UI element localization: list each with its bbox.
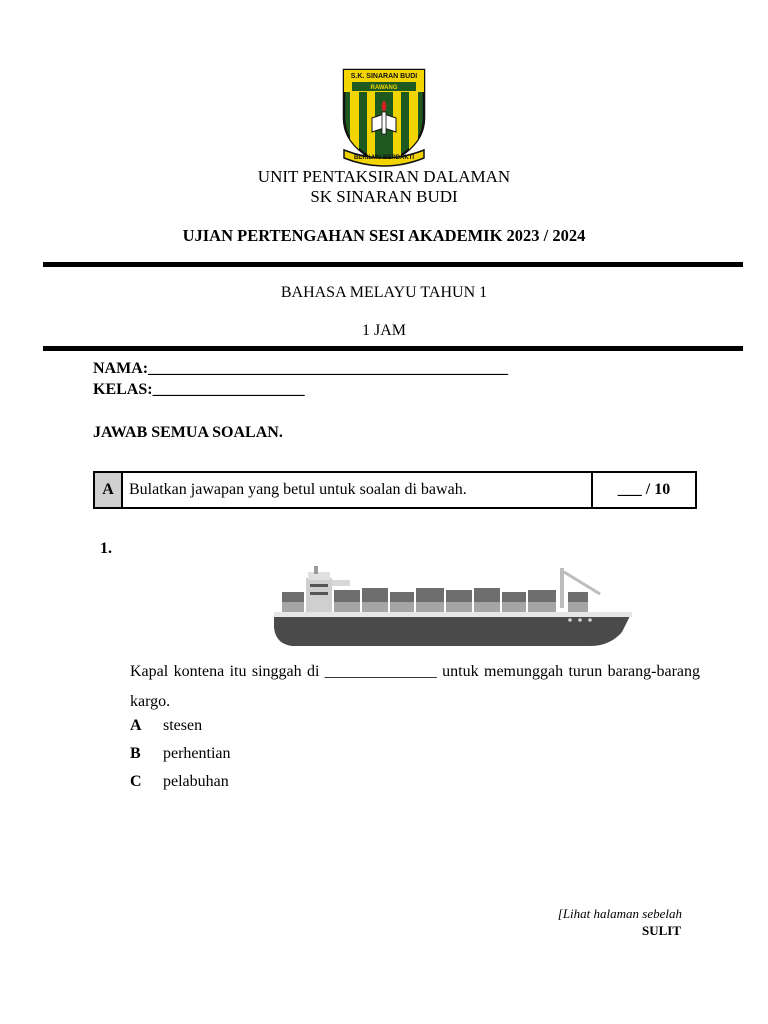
option-letter: B bbox=[130, 745, 141, 762]
question-number: 1. bbox=[100, 540, 112, 557]
option-a[interactable] bbox=[130, 717, 202, 735]
school-crest-logo bbox=[338, 66, 430, 168]
exam-duration: 1 JAM bbox=[361, 322, 406, 339]
option-b[interactable] bbox=[130, 745, 231, 763]
option-letter: C bbox=[130, 773, 142, 790]
school-name: SK SINARAN BUDI bbox=[310, 187, 458, 206]
top-divider bbox=[43, 262, 743, 267]
container-ship-image bbox=[270, 566, 638, 648]
general-instruction: JAWAB SEMUA SOALAN. bbox=[93, 424, 283, 441]
subject-title: BAHASA MELAYU TAHUN 1 bbox=[280, 284, 488, 301]
exam-title: UJIAN PERTENGAHAN SESI AKADEMIK 2023 / 2024 bbox=[182, 226, 586, 245]
name-field[interactable]: NAMA:_____________________________________________ bbox=[93, 360, 509, 377]
option-text: perhentian bbox=[163, 745, 231, 762]
section-letter: A bbox=[94, 472, 122, 508]
bottom-divider bbox=[43, 346, 743, 351]
section-instruction: Bulatkan jawapan yang betul untuk soalan di bawah. bbox=[122, 472, 592, 508]
classification-label: SULIT bbox=[641, 923, 681, 938]
logo-location-text: RAWANG bbox=[370, 85, 398, 91]
option-text: pelabuhan bbox=[163, 773, 229, 790]
section-header-table bbox=[93, 471, 697, 509]
logo-motto-text: BERILMU BERBAKTI bbox=[354, 155, 414, 161]
option-text: stesen bbox=[163, 717, 203, 734]
question-text: Kapal kontena itu singgah di ______________ untuk memunggah turun barang-barang kargo. bbox=[130, 663, 700, 710]
unit-title: UNIT PENTAKSIRAN DALAMAN bbox=[257, 167, 511, 186]
option-letter: A bbox=[130, 717, 142, 734]
class-field[interactable]: KELAS:___________________ bbox=[93, 381, 305, 398]
next-page-note: [Lihat halaman sebelah bbox=[557, 906, 682, 921]
logo-top-text: S.K. SINARAN BUDI bbox=[350, 73, 418, 80]
section-score[interactable]: ___ / 10 bbox=[592, 472, 696, 508]
option-c[interactable] bbox=[130, 773, 229, 791]
